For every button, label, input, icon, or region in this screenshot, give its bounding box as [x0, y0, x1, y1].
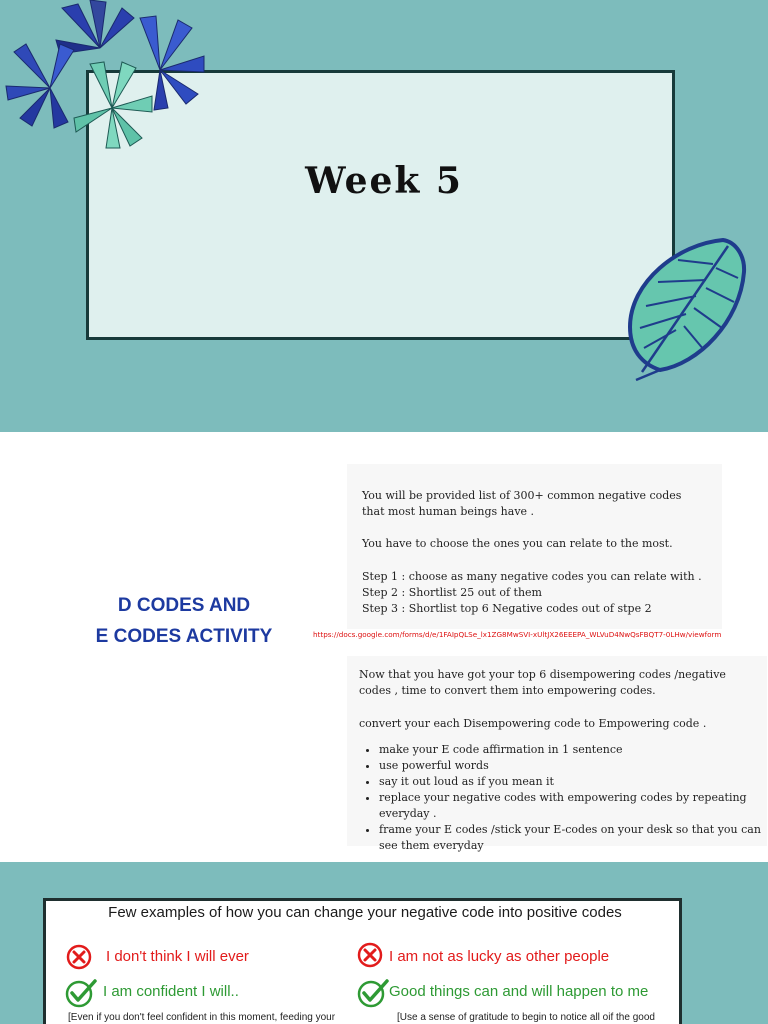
step-2: Step 2 : Shortlist 25 out of them	[362, 586, 542, 599]
intro-line3: You have to choose the ones you can relate to the most.	[362, 537, 673, 550]
negative-code-right: I am not as lucky as other people	[389, 948, 610, 965]
negative-code-left: I don't think I will ever	[106, 948, 249, 965]
list-item: • use powerful words	[379, 758, 764, 774]
tips-list	[361, 742, 764, 854]
examples-title: Few examples of how you can change your negative code into positive codes	[108, 904, 622, 921]
monstera-leaf-icon	[618, 232, 748, 382]
palm-leaves-decoration-icon	[0, 0, 215, 160]
list-item: • replace your negative codes with empowering codes by repeating everyday .	[379, 790, 764, 822]
positive-code-right: Good things can and will happen to me	[389, 983, 649, 1000]
list-item: • say it out loud as if you mean it	[379, 774, 764, 790]
step-3: Step 3 : Shortlist top 6 Negative codes out of stpe 2	[362, 602, 652, 615]
list-item: • frame your E codes /stick your E-codes on your desk so that you can see them everyday	[379, 822, 764, 854]
convert-line2: codes , time to convert them into empowering codes.	[359, 684, 656, 697]
check-circle-icon	[356, 978, 390, 1008]
slide-codes-activity	[0, 432, 768, 862]
activity-heading-line2: E CODES ACTIVITY	[95, 626, 273, 647]
slide-examples	[0, 862, 768, 1024]
step-1: Step 1 : choose as many negative codes you can relate with .	[362, 570, 702, 583]
list-item: • make your E code affirmation in 1 sentence	[379, 742, 764, 758]
activity-heading-line1: D CODES AND	[117, 595, 251, 616]
cross-circle-icon	[357, 942, 383, 968]
convert-line1: Now that you have got your top 6 disempowering codes /negative	[359, 668, 726, 681]
intro-line2: that most human beings have .	[362, 505, 535, 518]
intro-line1: You will be provided list of 300+ common negative codes	[362, 489, 682, 502]
note-right: [Use a sense of gratitude to begin to notice all oif the good	[397, 1012, 655, 1023]
note-left: [Even if you don't feel confident in this moment, feeding your	[68, 1012, 336, 1023]
positive-code-left: I am confident I will..	[103, 983, 239, 1000]
cross-circle-icon	[66, 944, 92, 970]
check-circle-icon	[64, 978, 98, 1008]
form-link[interactable]: https://docs.google.com/forms/d/e/1FAIpQLSe_lx1ZG8MwSVI-xUltJX26EEEPA_WLVuD4NwQsFBQT7-0LHw/viewform	[313, 630, 722, 639]
slide-week-title	[0, 0, 768, 432]
week-title: Week 5	[305, 160, 463, 202]
convert-line3: convert your each Disempowering code to Empowering code .	[359, 717, 707, 730]
activity-heading	[64, 590, 304, 652]
